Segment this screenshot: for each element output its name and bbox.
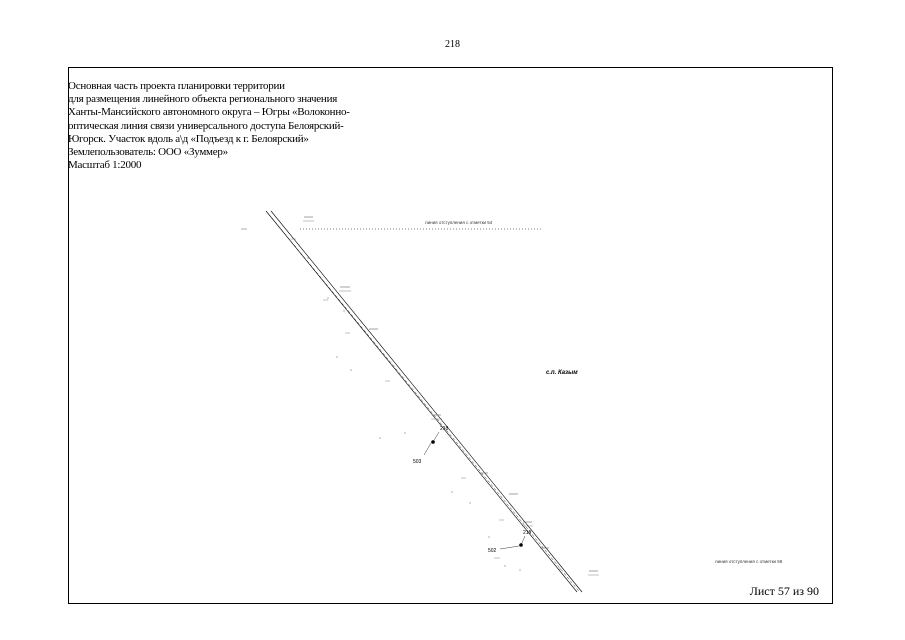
title-line-2: для размещения линейного объекта регионального значения <box>68 93 338 106</box>
title-line-4: оптическая линия связи универсального доступа Белоярский- <box>68 119 344 132</box>
settlement-label: с.п. Казым <box>546 370 578 376</box>
corridor-edge-right <box>271 211 582 592</box>
point-label-219: 219 <box>523 530 532 536</box>
survey-point-218 <box>431 426 448 444</box>
point-label-503: 503 <box>413 459 422 465</box>
title-line-3: Ханты-Мансийского автономного округа – Югры «Волоконно- <box>68 106 350 119</box>
corridor <box>266 211 582 592</box>
survey-point-219 <box>519 530 531 547</box>
scale-line: Масштаб 1:2000 <box>68 159 142 172</box>
sheet-number-label: Лист 57 из 90 <box>749 584 819 598</box>
survey-annotation-marks <box>290 217 599 575</box>
survey-point-502 <box>488 546 519 554</box>
survey-point-503 <box>413 443 431 465</box>
boundary-label-bottom: линия отступления с отметки 59 <box>715 559 783 564</box>
boundary-label-top: линия отступления с отметки 54 <box>425 220 493 225</box>
land-user-line: Землепользователь: ООО «Зуммер» <box>68 146 228 159</box>
title-line-5: Югорск. Участок вдоль а\д «Подъезд к г. Белоярский» <box>68 132 309 145</box>
point-label-502: 502 <box>488 548 497 554</box>
corridor-centerline <box>269 214 580 592</box>
title-line-1: Основная часть проекта планировки территории <box>68 80 285 92</box>
page-number: 218 <box>445 39 460 50</box>
survey-dots <box>307 257 560 570</box>
point-label-218: 218 <box>440 426 449 432</box>
